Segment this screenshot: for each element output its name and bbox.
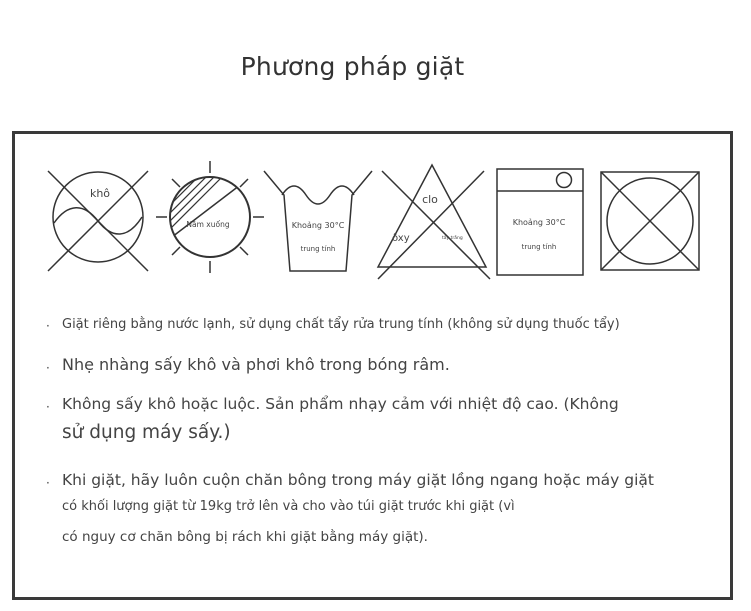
bleach-small-label: tẩy trắng	[442, 236, 463, 241]
care-notes-list	[46, 316, 706, 547]
chlorine-label: clo	[422, 193, 438, 206]
note-text: Giặt riêng bằng nước lạnh, sử dụng chất tẩy rửa trung tính (không sử dụng thuốc tẩy)	[62, 317, 620, 332]
note-item	[46, 469, 706, 547]
dry-flat-label: Nằm xuống	[186, 220, 230, 229]
dry-flat-in-shade-icon	[158, 155, 262, 275]
note-text-continued: có nguy cơ chăn bông bị rách khi giặt bằng máy giặt).	[62, 529, 428, 545]
washing-machine-30-icon	[496, 155, 586, 275]
note-text: Nhẹ nhàng sấy khô và phơi khô trong bóng râm.	[62, 355, 450, 374]
bullet: ·	[46, 319, 50, 333]
note-text: Khi giặt, hãy luôn cuộn chăn bông trong máy giặt lồng ngang hoặc máy giặt	[62, 471, 654, 489]
note-text-continued: sử dụng máy sấy.)	[62, 422, 231, 443]
hand-wash-detergent-label: trung tính	[300, 245, 336, 253]
note-item	[46, 393, 706, 447]
care-symbols-row	[40, 155, 710, 285]
oxygen-label: ôxy	[392, 233, 410, 244]
no-tumble-dry-icon	[46, 155, 150, 275]
hand-wash-30-icon	[264, 155, 372, 275]
machine-temp-label: Khoảng 30°C	[512, 218, 566, 227]
note-text: Không sấy khô hoặc luộc. Sản phẩm nhạy cảm với nhiệt độ cao. (Không	[62, 395, 619, 413]
do-not-bleach-icon	[374, 155, 490, 275]
bullet: ·	[46, 476, 50, 490]
do-not-dry-icon	[600, 155, 702, 275]
note-text-continued: có khối lượng giặt từ 19kg trở lên và cho vào túi giặt trước khi giặt (vì	[62, 499, 515, 514]
machine-detergent-label: trung tính	[521, 243, 557, 251]
no-tumble-dry-label: khô	[89, 187, 111, 200]
page-title: Phương pháp giặt	[240, 52, 465, 81]
hand-wash-temp-label: Khoảng 30°C	[291, 221, 345, 230]
note-item	[46, 354, 706, 376]
bullet: ·	[46, 400, 50, 414]
note-item	[46, 316, 706, 334]
bullet: ·	[46, 361, 50, 375]
